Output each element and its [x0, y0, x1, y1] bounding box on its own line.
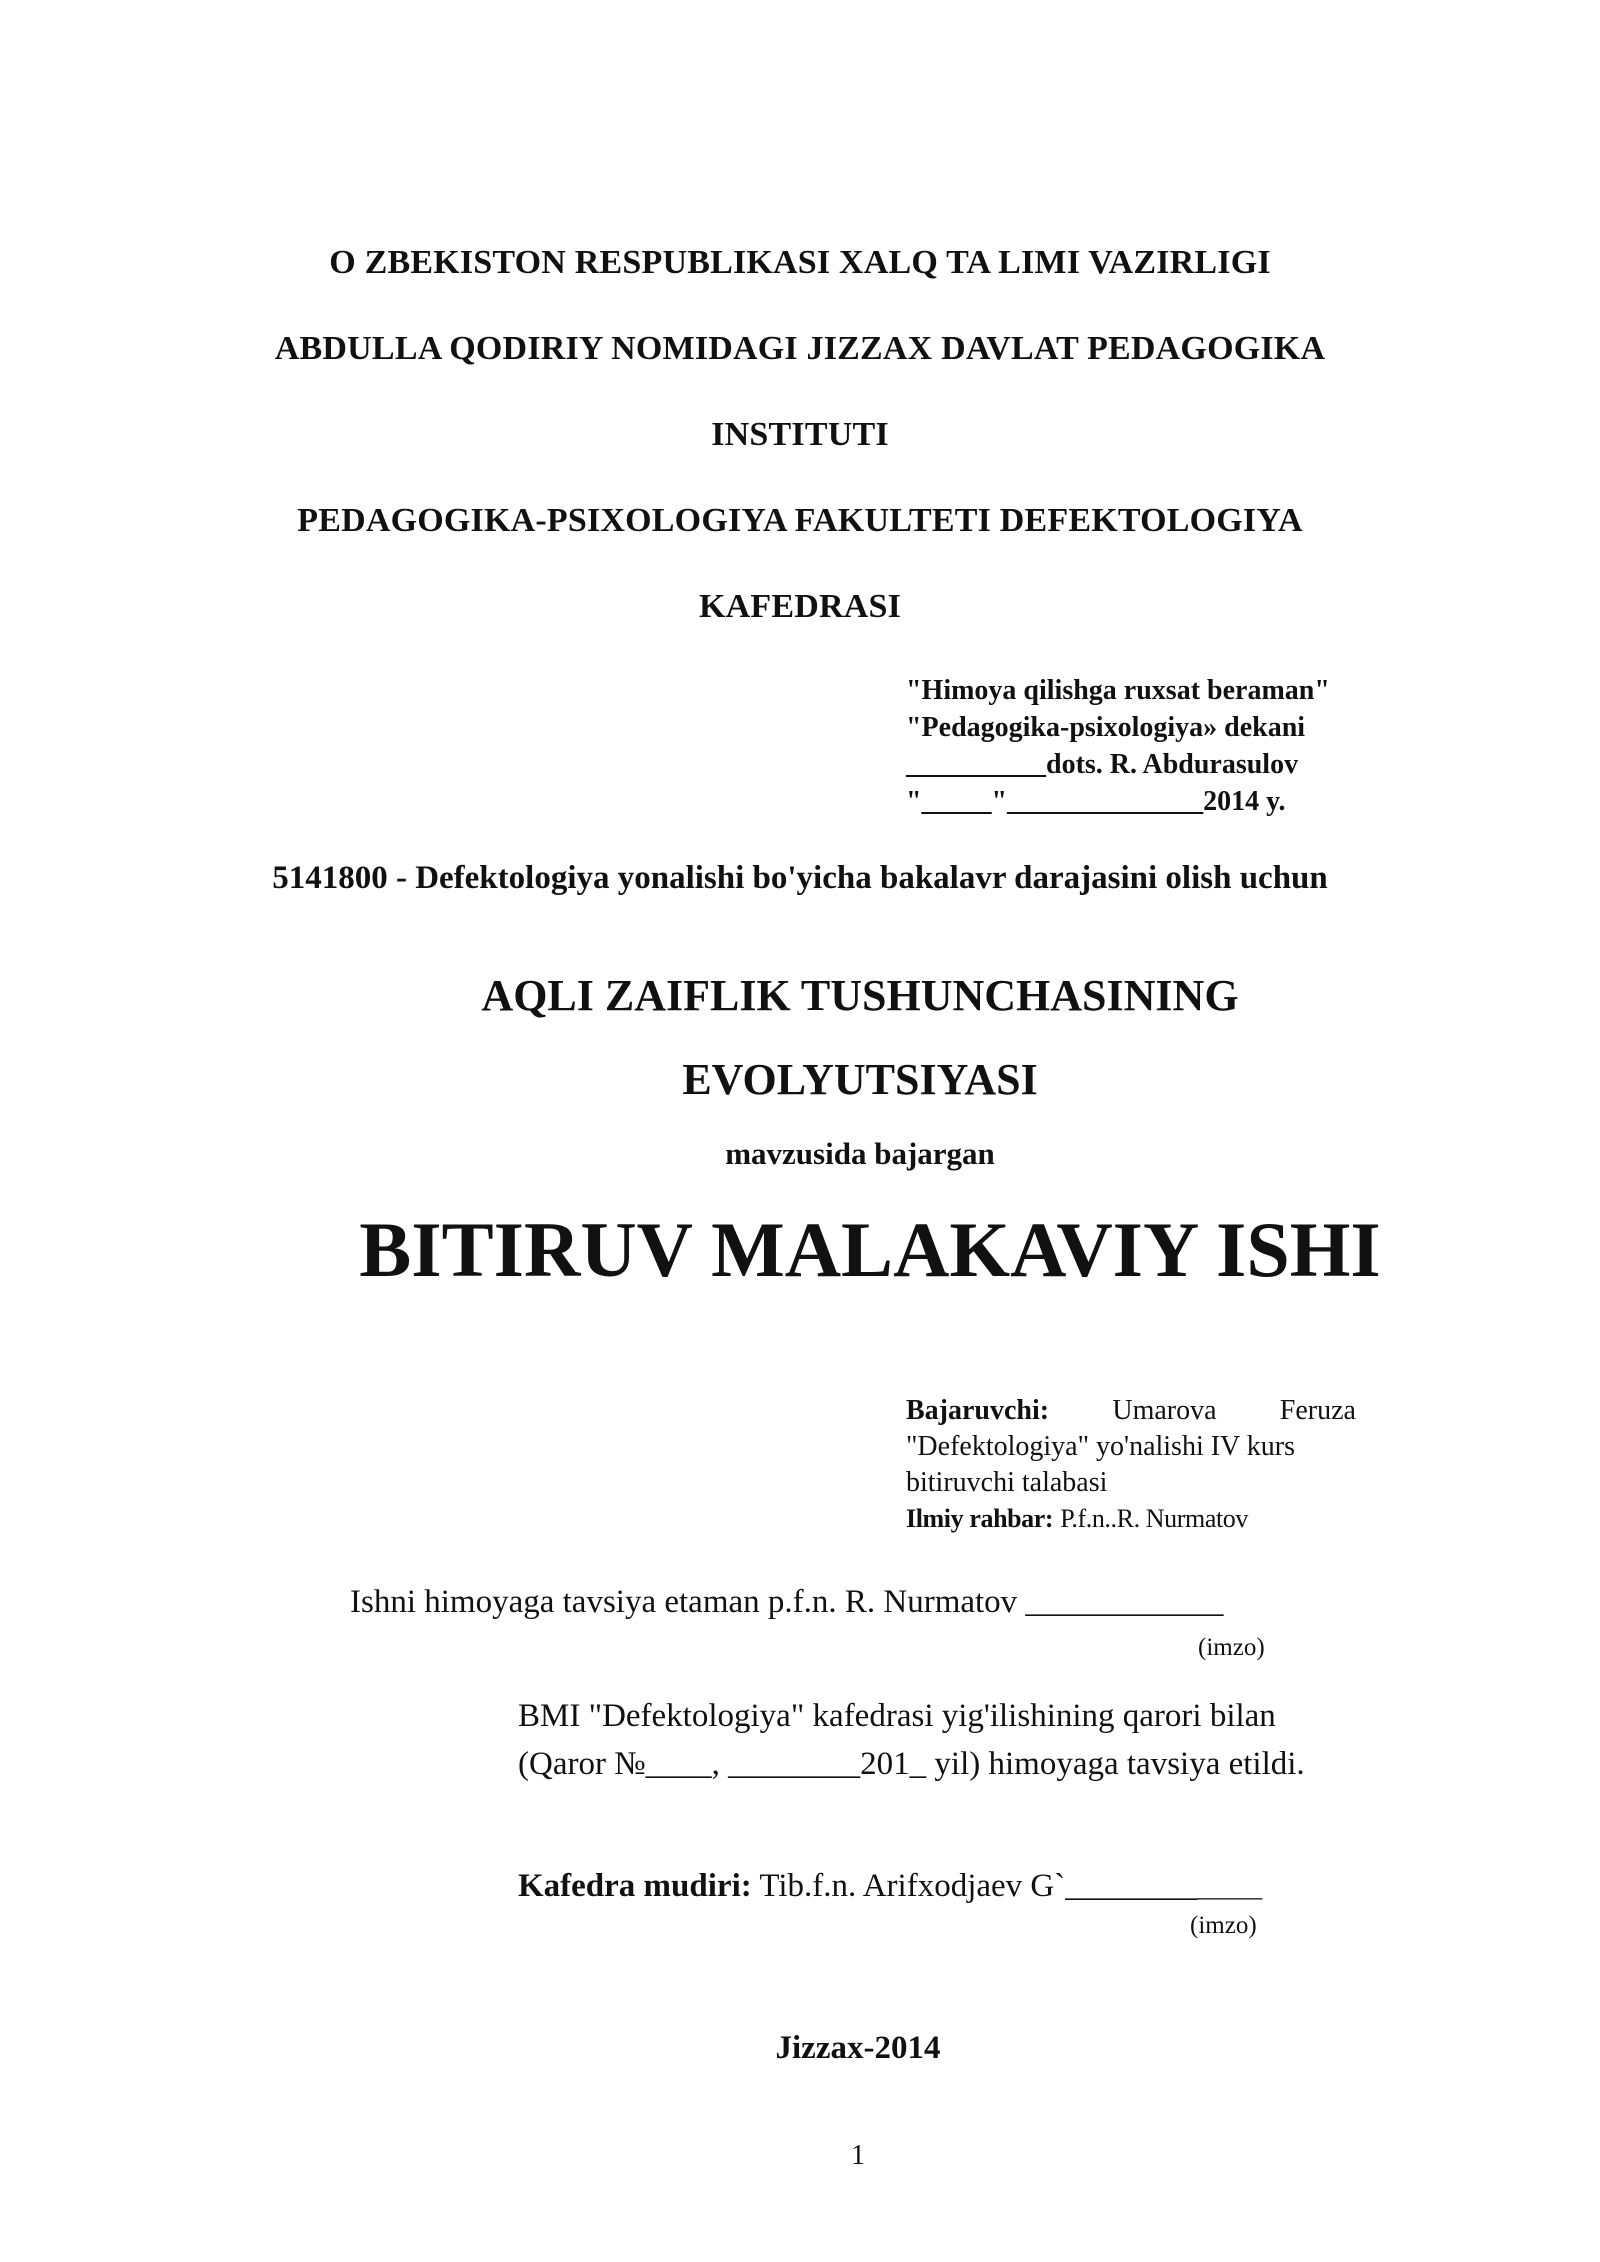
chair-signature-tail: _____: [1197, 1873, 1263, 1902]
topic-subtitle: mavzusida bajargan: [725, 1136, 995, 1171]
chair-signature-caption: (imzo): [1190, 1912, 1257, 1939]
decision-line-1: BMI "Defektologiya" kafedrasi yig'ilishining qarori bilan: [518, 1698, 1276, 1734]
executor-row: [906, 1393, 1356, 1429]
approval-line-4: "_____"______________2014 y.: [906, 786, 1286, 817]
city-year: Jizzax-2014: [775, 2030, 941, 2066]
topic-title-line2: EVOLYUTSIYASI: [682, 1055, 1038, 1104]
executor-label: Bajaruvchi:: [906, 1395, 1050, 1426]
approval-line-2: "Pedagogika-psixologiya» dekani: [906, 712, 1306, 743]
degree-direction: 5141800 - Defektologiya yonalishi bo'yicha bakalavr darajasini olish uchun: [272, 860, 1328, 896]
supervisor-name: P.f.n..R. Nurmatov: [1060, 1504, 1248, 1533]
institute-heading-line1: ABDULLA QODIRIY NOMIDAGI JIZZAX DAVLAT PEDAGOGIKA: [274, 330, 1326, 367]
faculty-heading-line2: KAFEDRASI: [698, 588, 902, 625]
institute-heading-line2: INSTITUTI: [711, 416, 889, 453]
chair-name: Tib.f.n. Arifxodjaev G`________: [751, 1868, 1198, 1904]
department-decision: [518, 1692, 1305, 1788]
executor-program: "Defektologiya" yo'nalishi IV kurs: [906, 1431, 1295, 1462]
executor-block: [906, 1393, 1356, 1537]
work-title: BITIRUV MALAKAVIY ISHI: [359, 1206, 1381, 1293]
faculty-heading-line1: PEDAGOGIKA-PSIXOLOGIYA FAKULTETI DEFEKTOLOGIYA: [297, 502, 1303, 539]
chair-line: [518, 1868, 1262, 1905]
supervisor-row: [906, 1501, 1356, 1537]
approval-line-1: "Himoya qilishga ruxsat beraman": [906, 675, 1330, 706]
page-number: 1: [851, 2140, 865, 2171]
decision-line-2: (Qaror №____, ________201_ yil) himoyaga tavsiya etildi.: [518, 1746, 1305, 1782]
approval-line-3: __________dots. R. Abdurasulov: [906, 749, 1299, 780]
executor-first-name: Umarova: [1112, 1395, 1217, 1426]
recommendation-signature-caption: (imzo): [1198, 1634, 1265, 1661]
chair-label: Kafedra mudiri:: [518, 1868, 752, 1904]
recommendation-line: Ishni himoyaga tavsiya etaman p.f.n. R. Nurmatov ____________: [350, 1584, 1224, 1620]
ministry-heading: O ZBEKISTON RESPUBLIKASI XALQ TA LIMI VAZIRLIGI: [329, 244, 1271, 281]
executor-second-name: Feruza: [1279, 1395, 1356, 1426]
approval-block: [906, 672, 1376, 820]
executor-status: bitiruvchi talabasi: [906, 1467, 1108, 1498]
supervisor-label: Ilmiy rahbar:: [906, 1504, 1054, 1533]
topic-title-line1: AQLI ZAIFLIK TUSHUNCHASINING: [481, 971, 1239, 1020]
